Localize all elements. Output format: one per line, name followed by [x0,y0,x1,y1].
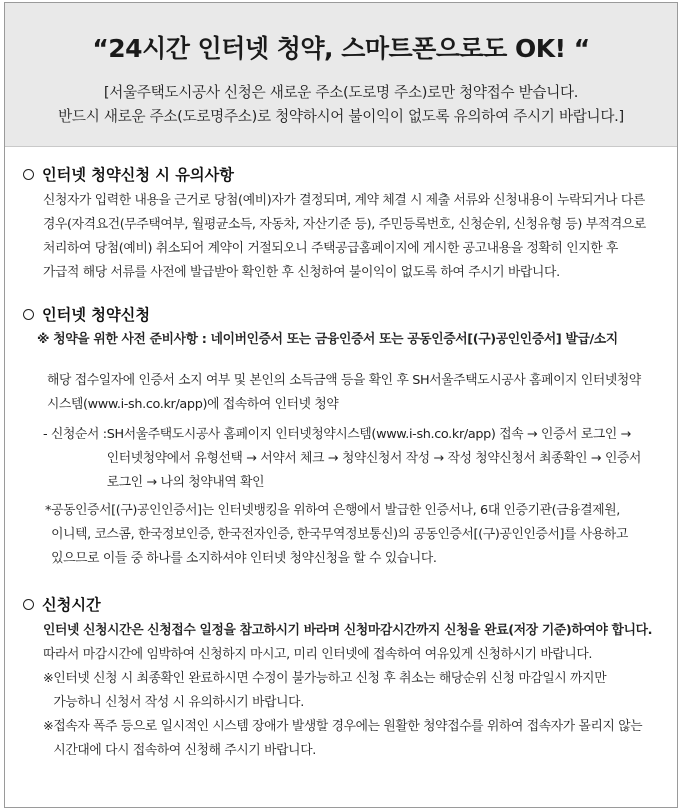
cert-note-body [51,499,659,571]
circle-bullet-icon [23,599,34,610]
cert-note-line: 이니텍, 코스콤, 한국정보인증, 한국전자인증, 한국무역정보통신)의 공동인증서[(구)공인인증서]를 사용하고 [51,527,628,542]
address-notice-line-2: 반드시 새로운 주소(도로명주소)로 청약하시어 불이익이 없도록 유의하여 주시기 바랍니다.] [58,108,624,125]
time-note-2-lead: ※ [43,719,54,734]
circle-bullet-icon [23,169,34,180]
time-note-line: 인터넷 신청 시 최종확인 완료하시면 수정이 불가능하고 신청 후 취소는 해당순위 신청 마감일시 까지만 [53,671,607,686]
time-note-2 [23,715,659,763]
apply-intro-line: 시스템(www.i-sh.co.kr/app)에 접속하여 인터넷 청약 [47,397,339,412]
header-banner [5,3,677,147]
time-note-1-lead: ※ [43,671,54,686]
apply-intro-line: 해당 접수일자에 인증서 소지 여부 및 본인의 소득금액 등을 확인 후 SH서울주택도시공사 홈페이지 인터넷청약 [47,373,641,388]
time-note-1-body [53,667,659,715]
cert-note-lead: * [45,503,52,518]
time-note-line: 가능하니 신청서 작성 시 유의하시기 바랍니다. [53,695,304,710]
cert-note [23,499,659,571]
time-body [23,619,659,667]
apply-order-body [107,423,659,495]
main-content [5,147,677,763]
notice-frame [4,2,678,808]
apply-order-lead: - 신청순서 : [43,427,107,442]
section-caution-body [23,189,659,285]
section-caution-title [23,163,659,185]
page-title: “24시간 인터넷 청약, 스마트폰으로도 OK! “ [92,34,590,63]
address-notice-line-1: [서울주택도시공사 신청은 새로운 주소(도로명 주소)로만 청약접수 받습니다. [103,84,579,101]
time-note-2-body [53,715,659,763]
cert-note-line: 공동인증서[(구)공인인증서]는 인터넷뱅킹을 위하여 은행에서 발급한 인증서나, 6대 인증기관(금융결제원, [51,503,621,518]
section-time-label: 신청시간 [42,595,101,614]
cert-note-line: 있으므로 이들 중 하나를 소지하셔야 인터넷 청약신청을 할 수 있습니다. [51,551,437,566]
time-bold-line: 인터넷 신청시간은 신청접수 일정을 참고하시기 바라며 신청마감시간까지 신청을 완료(저장 기준)하여야 합니다. [43,623,653,638]
caution-line: 경우(자격요건(무주택여부, 월평균소득, 자동차, 자산기준 등), 주민등록번호, 신청순위, 신청유형 등) 부적격으로 [43,217,646,232]
section-caution-label: 인터넷 청약신청 시 유의사항 [42,165,234,184]
caution-line: 신청자가 입력한 내용을 근거로 당첨(예비)자가 결정되며, 계약 체결 시 제출 서류와 신청내용이 누락되거나 다른 [43,193,645,208]
section-time-title [23,593,659,615]
apply-order-line: 로그인 → 나의 청약내역 확인 [106,475,265,490]
time-note-line: 접속자 폭주 등으로 일시적인 시스템 장애가 발생할 경우에는 원활한 청약접수를 위하여 접속자가 몰리지 않는 [53,719,643,734]
caution-line: 가급적 해당 서류를 사전에 발급받아 확인한 후 신청하여 불이익이 없도록 하여 주시기 바랍니다. [43,265,560,280]
time-note-line: 시간대에 다시 접속하여 신청해 주시기 바랍니다. [53,743,316,758]
apply-order [23,423,659,495]
apply-intro [23,369,659,417]
time-note-1 [23,667,659,715]
time-normal-line: 따라서 마감시간에 임박하여 신청하지 마시고, 미리 인터넷에 접속하여 여유있게 신청하시기 바랍니다. [43,647,593,662]
apply-order-line: 인터넷청약에서 유형선택 → 서약서 체크 → 청약신청서 작성 → 작성 청약신청서 최종확인 → 인증서 [106,451,641,466]
prep-requirements: ※ 청약을 위한 사전 준비사항 : 네이버인증서 또는 금융인증서 또는 공동인증서[(구)공인인증서] 발급/소지 [37,332,618,347]
section-apply-label: 인터넷 청약신청 [42,305,150,324]
section-apply-title [23,303,659,325]
address-notice [5,81,677,129]
caution-line: 처리하여 당첨(예비) 취소되어 계약이 거절되오니 주택공급홈페이지에 게시한 공고내용을 정확히 인지한 후 [43,241,618,256]
apply-order-line: SH서울주택도시공사 홈페이지 인터넷청약시스템(www.i-sh.co.kr/app) 접속 → 인증서 로그인 → [106,427,631,442]
circle-bullet-icon [23,309,34,320]
